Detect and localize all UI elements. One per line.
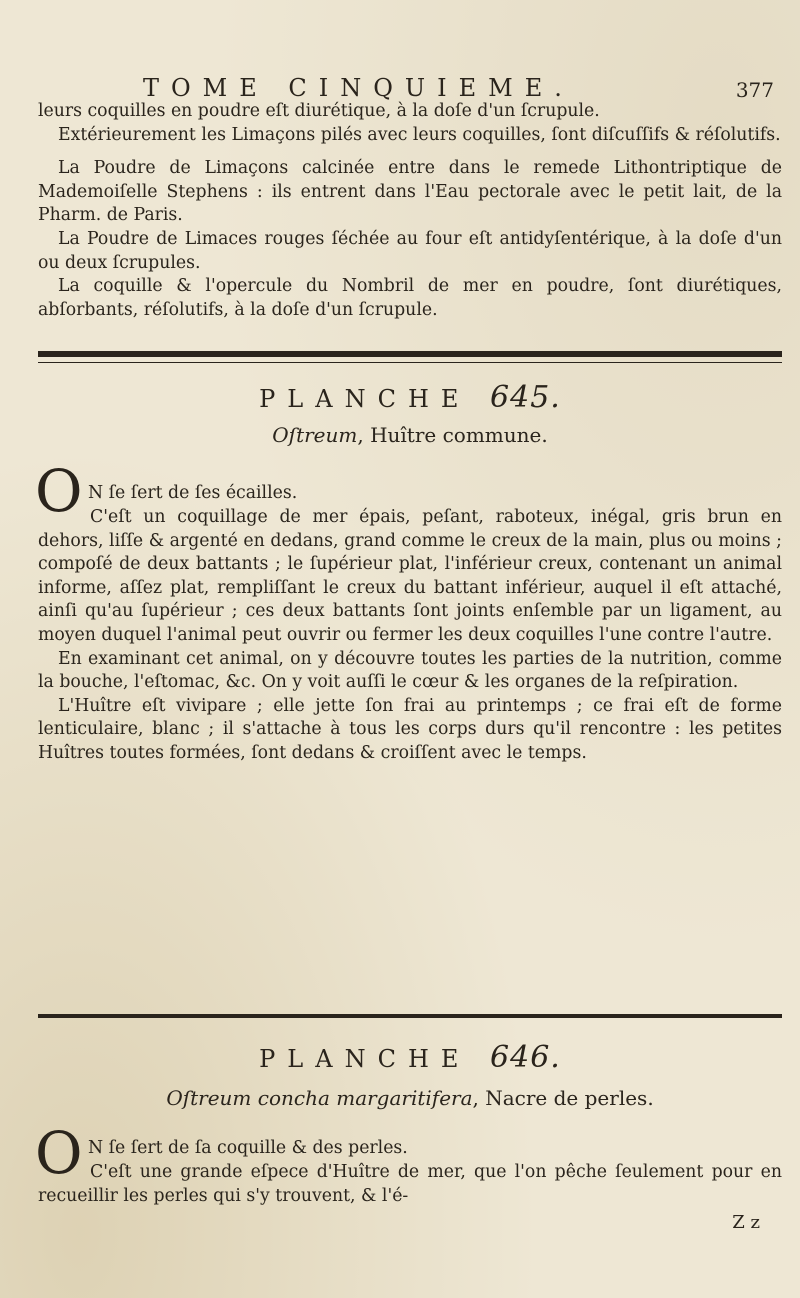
plate-646-first-line xyxy=(88,1137,782,1161)
drop-cap: O xyxy=(35,457,83,525)
paragraph: C'eſt une grande eſpece d'Huître de mer, que l'on pêche ſeulement pour en recueillir les perles qui s'y trouvent, & l'é- xyxy=(38,1162,782,1206)
plate-646-heading xyxy=(38,1040,782,1075)
plate-645-first-line xyxy=(88,482,782,506)
paragraph: C'eſt un coquillage de mer épais, peſant, raboteux, inégal, gris brun en dehors, liſſe & argenté en dedans, grand comme le creux de la main, plus ou moins ; compoſé de deux battants ; le ſupérieur plat, l'inférieur creux, contenant un animal informe, aſſez plat, rempliſſant le creux du battant inférieur, auquel il eſt attaché, ainſi qu'au ſupérieur ; ces deux battants ſont joints enſemble par un ligament, au moyen duquel l'animal peut ouvrir ou fermer les deux coquilles l'une contre l'autre. xyxy=(38,507,782,645)
running-title: TOME CINQUIEME. xyxy=(143,74,574,102)
plate-645-heading xyxy=(38,380,782,415)
latin-name: Oſtreum concha margaritifera xyxy=(166,1086,473,1110)
plate-label: PLANCHE xyxy=(259,385,471,413)
section-divider xyxy=(38,1014,782,1018)
plate-label: PLANCHE xyxy=(259,1045,471,1073)
paragraph: L'Huître eſt vivipare ; elle jette ſon frai au printemps ; ce frai eſt de forme lenticulaire, blanc ; il s'attache à tous les corps durs qu'il rencontre : les petites Huîtres toutes formées, ſont dedans & croiſſent avec le temps. xyxy=(38,695,782,763)
plate-645-species xyxy=(38,423,782,447)
common-name: , Huître commune. xyxy=(357,423,548,447)
page-number: 377 xyxy=(735,78,774,102)
section-divider xyxy=(38,351,782,357)
paragraph: N ſe ſert de ſes écailles. xyxy=(88,483,298,503)
catchword: Z z xyxy=(732,1212,760,1233)
plate-646-body xyxy=(38,1161,782,1208)
plate-number: 646. xyxy=(490,1040,561,1075)
paragraph: En examinant cet animal, on y découvre toutes les parties de la nutrition, comme la bouche, l'eſtomac, &c. On y voit auſſi le cœur & les organes de la reſpiration. xyxy=(38,648,782,693)
section-divider-thin xyxy=(38,362,782,363)
paragraph: leurs coquilles en poudre eſt diurétique, à la doſe d'un ſcrupule. xyxy=(38,101,600,121)
common-name: , Nacre de perles. xyxy=(472,1086,654,1110)
paragraph: La Poudre de Limaçons calcinée entre dans le remede Lithontriptique de Mademoiſelle Stephens : ils entrent dans l'Eau pectorale avec le petit lait, de la Pharm. de Paris. xyxy=(38,158,782,226)
plate-646-species xyxy=(38,1086,782,1110)
plate-number: 645. xyxy=(490,380,561,415)
top-text-block xyxy=(38,100,782,322)
paragraph: La Poudre de Limaces rouges ſéchée au four eſt antidyſentérique, à la doſe d'un ou deux ſcrupules. xyxy=(38,228,782,273)
paragraph: Extérieurement les Limaçons pilés avec leurs coquilles, ſont diſcuſſifs & réſolutifs. xyxy=(58,124,781,145)
paragraph: N ſe ſert de ſa coquille & des perles. xyxy=(88,1138,408,1158)
drop-cap: O xyxy=(35,1119,83,1187)
paragraph: La coquille & l'opercule du Nombril de mer en poudre, ſont diurétiques, abſorbants, réſolutifs, à la doſe d'un ſcrupule. xyxy=(38,276,782,320)
plate-645-body xyxy=(38,506,782,766)
latin-name: Oſtreum xyxy=(272,423,358,447)
